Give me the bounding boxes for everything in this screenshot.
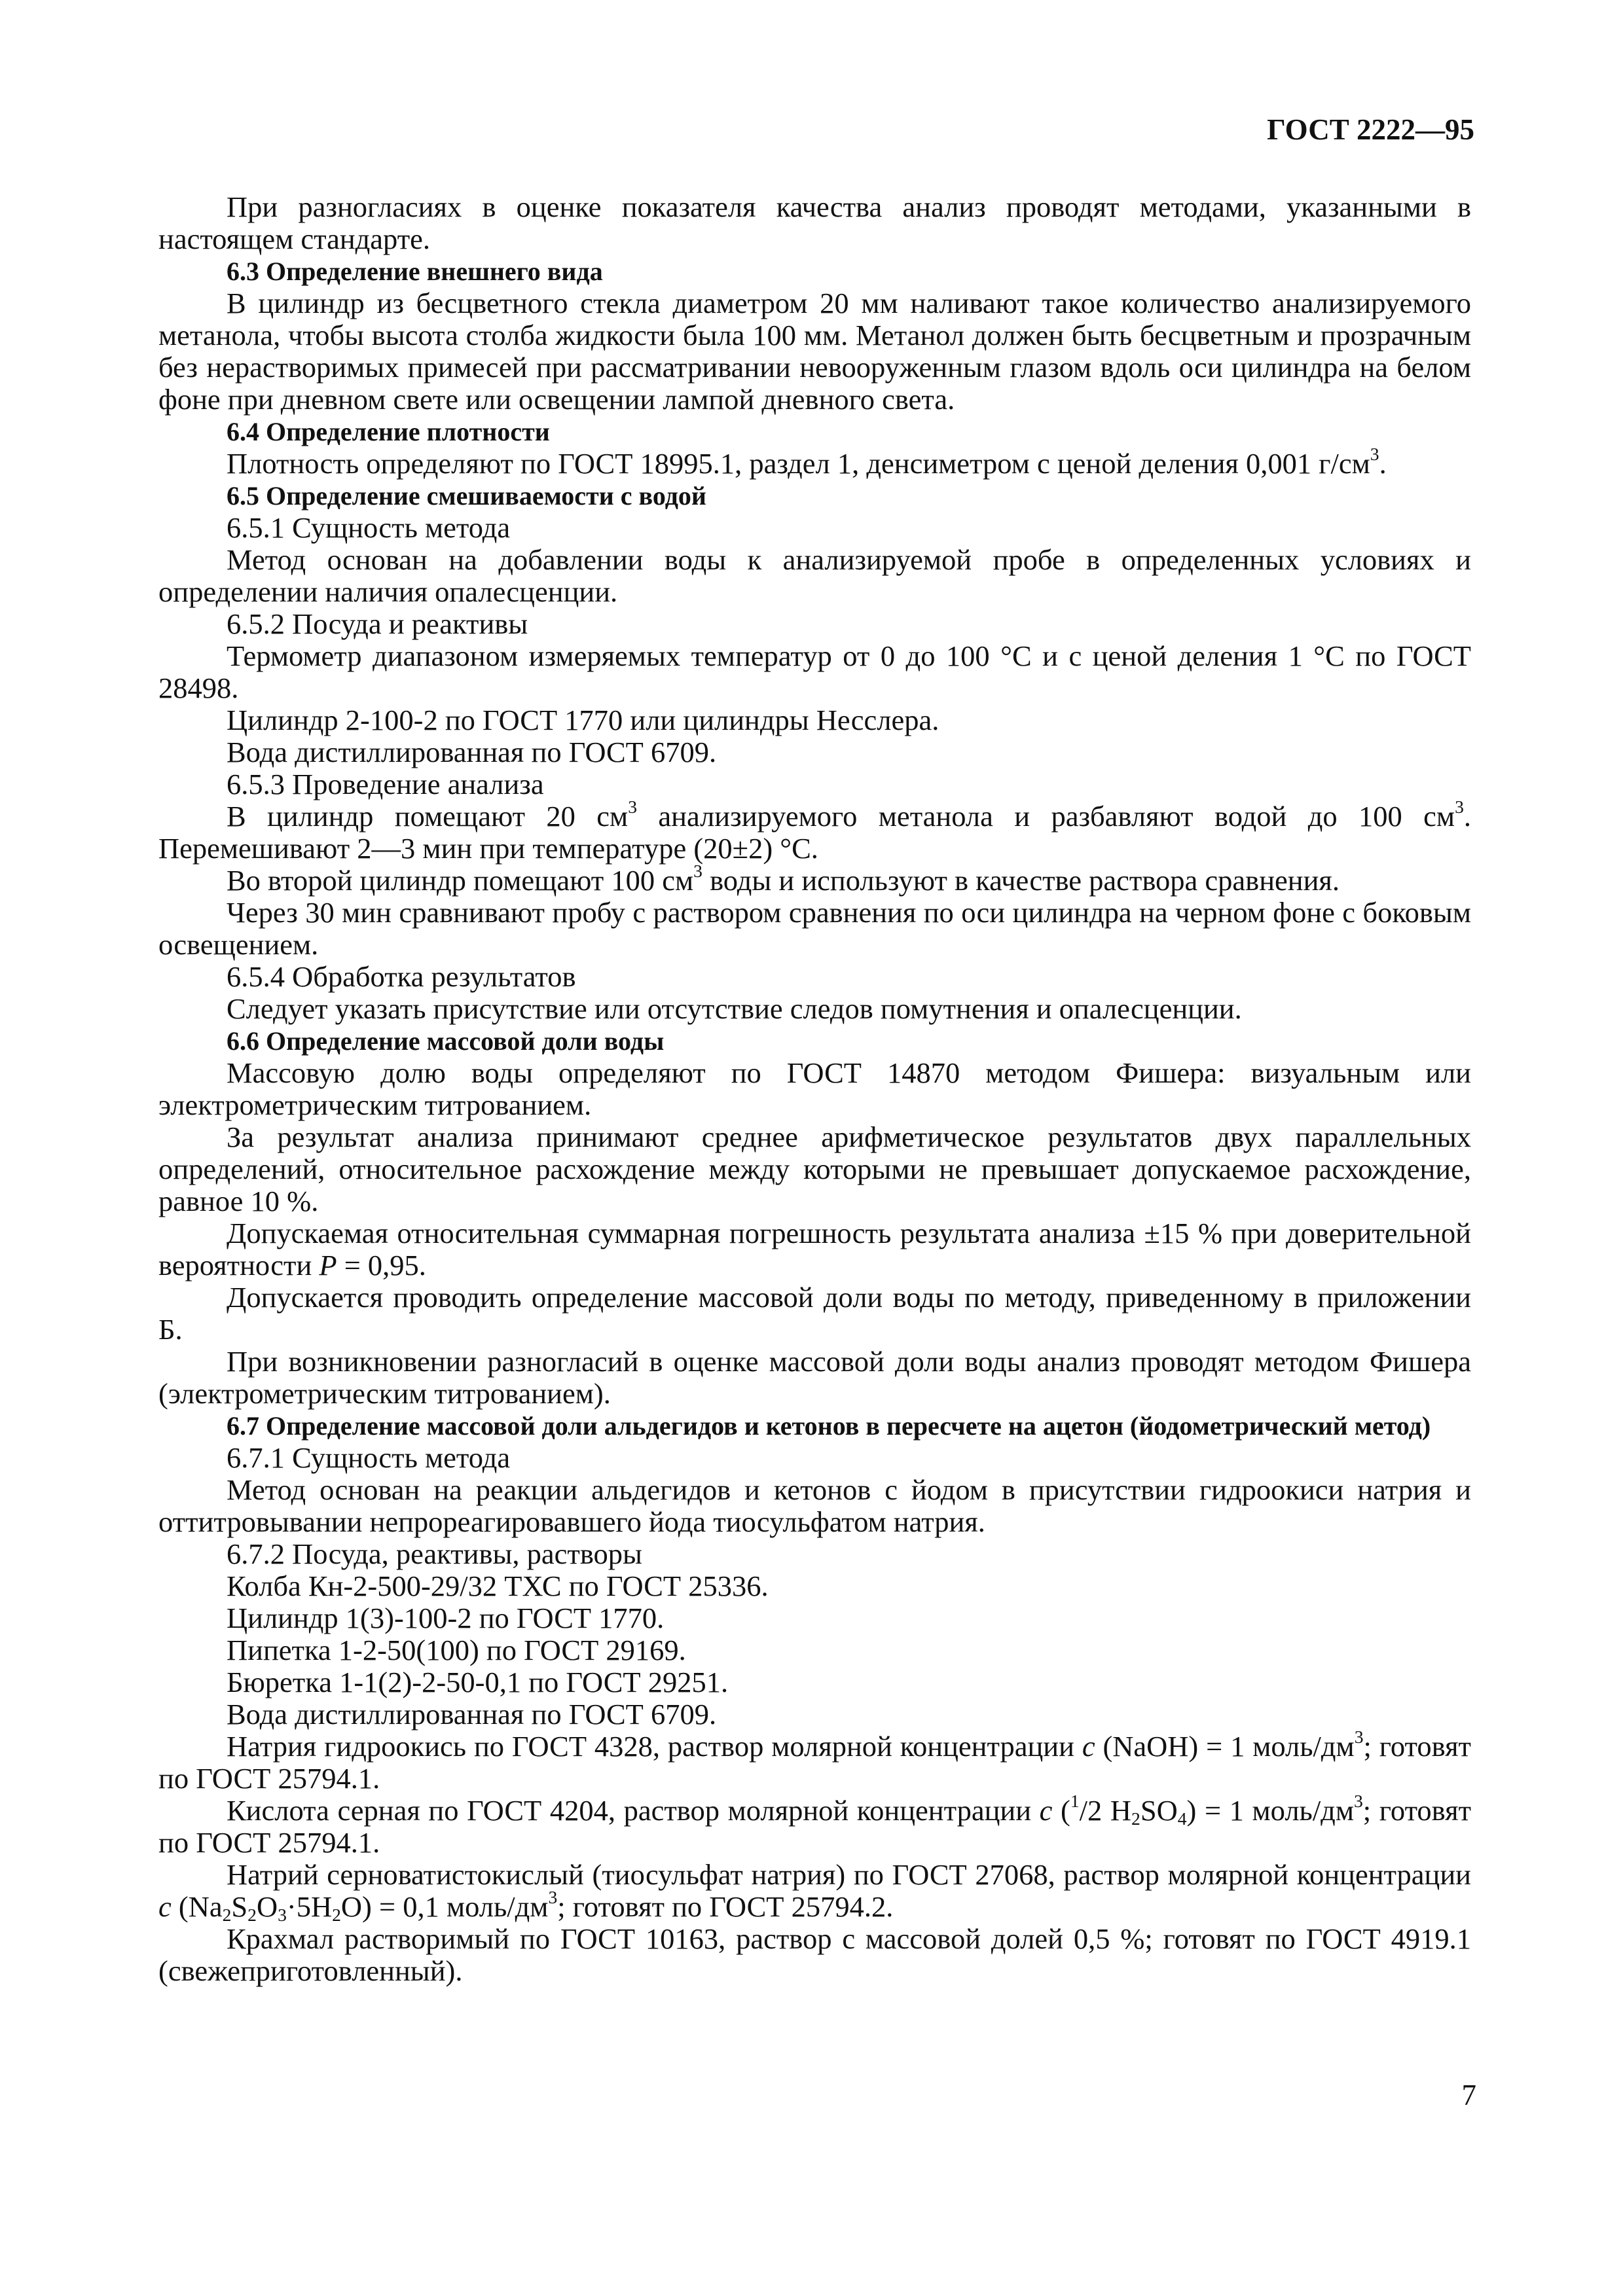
paragraph: При возникновении разногласий в оценке массовой доли воды анализ проводят методом Фишера (электрометрическим титрованием).: [158, 1345, 1471, 1410]
section-heading-6-6: 6.6 Определение массовой доли воды: [227, 1026, 665, 1056]
paragraph: Плотность определяют по ГОСТ 18995.1, раздел 1, денсиметром с ценой деления 0,001 $г/см^3$.: [227, 444, 1387, 480]
page-number: 7: [1461, 2079, 1476, 2111]
document-body: [158, 191, 1471, 1987]
paragraph: Термометр диапазоном измеряемых температур от 0 до 100 °С и с ценой деления 1 °С по ГОСТ 28498.: [158, 639, 1471, 704]
paragraph: Допускаемая относительная суммарная погрешность результата анализа ±15 % при доверительной вероятности P = 0,95.: [158, 1217, 1471, 1282]
subsection-heading: 6.7.1 Сущность метода: [227, 1441, 511, 1474]
list-item: Бюретка 1-1(2)-2-50-0,1 по ГОСТ 29251.: [227, 1666, 729, 1698]
paragraph: Натрия гидроокись по ГОСТ 4328, раствор молярной концентрации с (NaOH) = 1 моль/$дм^3$; готовят по ГОСТ 25794.1.: [158, 1727, 1471, 1795]
paragraph: Вода дистиллированная по ГОСТ 6709.: [227, 736, 717, 768]
paragraph: Кислота серная по ГОСТ 4204, раствор молярной концентрации с ($^1$/2 $H_2SO_4) = 1$ моль/$дм^3$; готовят по ГОСТ 25794.1.: [158, 1791, 1472, 1859]
list-item: Вода дистиллированная по ГОСТ 6709.: [227, 1698, 717, 1731]
paragraph: В цилиндр из бесцветного стекла диаметром 20 мм наливают такое количество анализируемого метанола, чтобы высота столба жидкости была 100 мм. Метанол должен быть бесцветным и прозрачным без нерастворимых примесей при рассматривании невооруженным глазом вдоль оси цилиндра на белом фоне при дневном свете или освещении лампой дневного света.: [158, 287, 1471, 416]
subsection-heading: 6.7.2 Посуда, реактивы, растворы: [227, 1537, 642, 1570]
paragraph: Метод основан на реакции альдегидов и кетонов с йодом в присутствии гидроокиси натрия и оттитровывании непрореагировавшего йода тиосульфатом натрия.: [158, 1473, 1471, 1538]
paragraph: Через 30 мин сравнивают пробу с раствором сравнения по оси цилиндра на черном фоне с боковым освещением.: [158, 896, 1471, 961]
paragraph: Натрий серноватистокислый (тиосульфат натрия) по ГОСТ 27068, раствор молярной концентрации с $(Na_2S_2O_3\cdot 5H_2O) = 0,1$ моль/$дм^3$; готовят по ГОСТ 25794.2.: [158, 1858, 1471, 1925]
paragraph: Допускается проводить определение массовой доли воды по методу, приведенному в приложении Б.: [158, 1281, 1471, 1346]
paragraph: В цилиндр помещают 20 $см^3$ анализируемого метанола и разбавляют водой до 100 $см^3$. Перемешивают 2—3 мин при температуре (20±2) °С.: [158, 797, 1471, 865]
subsection-heading: 6.5.1 Сущность метода: [227, 511, 511, 544]
list-item: Пипетка 1-2-50(100) по ГОСТ 29169.: [227, 1634, 686, 1666]
paragraph: Следует указать присутствие или отсутствие следов помутнения и опалесценции.: [227, 992, 1242, 1025]
paragraph: За результат анализа принимают среднее арифметическое результатов двух параллельных определений, относительное расхождение между которыми не превышает допускаемое расхождение, равное 10 %.: [158, 1121, 1471, 1217]
subsection-heading: 6.5.3 Проведение анализа: [227, 768, 544, 800]
subsection-heading: 6.5.4 Обработка результатов: [227, 960, 576, 993]
paragraph: Метод основан на добавлении воды к анализируемой пробе в определенных условиях и определении наличия опалесценции.: [158, 543, 1471, 608]
paragraph: Цилиндр 2-100-2 по ГОСТ 1770 или цилиндры Несслера.: [227, 704, 939, 736]
paragraph: Массовую долю воды определяют по ГОСТ 14870 методом Фишера: визуальным или электрометрическим титрованием.: [158, 1056, 1471, 1121]
list-item: Колба Кн-2-500-29/32 ТХС по ГОСТ 25336.: [227, 1570, 769, 1602]
list-item: Цилиндр 1(3)-100-2 по ГОСТ 1770.: [227, 1602, 665, 1634]
subsection-heading: 6.5.2 Посуда и реактивы: [227, 607, 528, 640]
paragraph: Во второй цилиндр помещают 100 $см^3$ воды и используют в качестве раствора сравнения.: [227, 861, 1340, 897]
document-header: ГОСТ 2222—95: [1267, 113, 1474, 146]
section-heading-6-7: 6.7 Определение массовой доли альдегидов и кетонов в пересчете на ацетон (йодометрический метод): [227, 1411, 1431, 1441]
section-heading-6-5: 6.5 Определение смешиваемости с водой: [227, 481, 706, 511]
paragraph: При разногласиях в оценке показателя качества анализ проводят методами, указанными в настоящем стандарте.: [158, 190, 1471, 255]
section-heading-6-4: 6.4 Определение плотности: [227, 417, 550, 446]
paragraph: Крахмал растворимый по ГОСТ 10163, раствор с массовой долей 0,5 %; готовят по ГОСТ 4919.1 (свежеприготовленный).: [158, 1922, 1471, 1987]
section-heading-6-3: 6.3 Определение внешнего вида: [227, 257, 603, 286]
